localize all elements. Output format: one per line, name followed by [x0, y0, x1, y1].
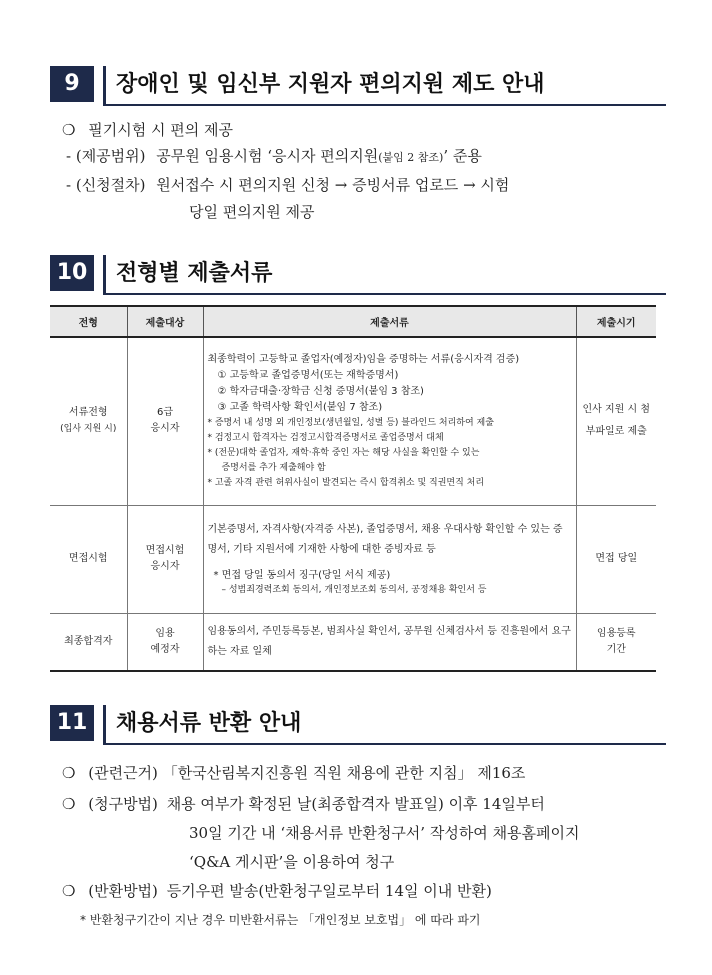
s11-method-cont1 [189, 822, 580, 844]
stage-cell [50, 613, 127, 671]
s11-method-text: 채용 여부가 확정된 날(최종합격자 발표일) 이후 14일부터 [166, 795, 545, 813]
s9-sub1-label: - (제공범위) [66, 147, 146, 165]
doc-line: ② 학자금대출·장학금 신청 증명서(붙임 3 참조) [217, 385, 424, 397]
s9-sub1-text-b: ’ 준용 [443, 147, 482, 165]
section-divider [103, 255, 106, 295]
timing-line-a: 임용등록 [596, 627, 636, 639]
s9-item [62, 119, 233, 141]
doc-note: * 검정고시 합격자는 검정고시합격증명서로 졸업증명서 대체 [207, 432, 444, 443]
s11-footnote-text: * 반환청구기간이 지난 경우 미반환서류는 「개인정보 보호법」 에 따라 파기 [80, 913, 481, 927]
section-underline [103, 104, 666, 106]
section-title: 채용서류 반환 안내 [116, 711, 302, 736]
timing-text: 면접 당일 [595, 553, 638, 564]
timing-cell [576, 505, 656, 613]
s11-item-return [62, 880, 492, 902]
table-row [50, 505, 656, 613]
col-header-target: 제출대상 [127, 306, 203, 337]
target-line-b: 예정자 [150, 643, 180, 655]
s11-method-cont2 [189, 851, 394, 873]
timing-text: 인사 지원 시 첨부파일로 제출 [582, 404, 650, 438]
section-10-header [50, 255, 666, 295]
s11-method-cont1-text: 30일 기간 내 ‘채용서류 반환청구서’ 작성하여 채용홈페이지 [189, 824, 580, 842]
circle-bullet-icon: ❍ [62, 764, 76, 782]
doc-text: 임용동의서, 주민등록등본, 범죄사실 확인서, 공무원 신체검사서 등 진흥원에서 요구하는 자료 일체 [207, 625, 571, 657]
doc-note: * 고졸 자격 관련 허위사실이 발견되는 즉시 합격취소 및 직권면직 처리 [207, 477, 485, 488]
s9-sub2-text: 원서접수 시 편의지원 신청 → 증빙서류 업로드 → 시험 [156, 176, 510, 194]
stage-name: 서류전형 [68, 407, 108, 419]
section-number: 9 [50, 66, 94, 102]
target-line-b: 응시자 [150, 423, 180, 435]
target-line-b: 응시자 [150, 561, 180, 572]
circle-bullet-icon: ❍ [62, 795, 76, 813]
s9-sub1-text-a: 공무원 임용시험 ‘응시자 편의지원 [156, 147, 379, 165]
doc-note: * 증명서 내 성명 외 개인정보(생년월일, 성별 등) 블라인드 처리하여 제출 [207, 417, 494, 428]
stage-note: (입사 지원 시) [60, 424, 117, 435]
doc-note: * 면접 당일 동의서 징구(당일 서식 제공) [213, 570, 391, 581]
target-cell [127, 613, 203, 671]
doc-line: 최종학력이 고등학교 졸업자(예정자)임을 증명하는 서류(응시자격 검증) [207, 353, 520, 365]
section-underline [103, 743, 666, 745]
target-cell [127, 505, 203, 613]
doc-text: 기본증명서, 자격사항(자격증 사본), 졸업증명서, 채용 우대사항 확인할 수 있는 증명서, 기타 지원서에 기재한 사항에 대한 증빙자료 등 [207, 524, 563, 555]
documents-table [50, 305, 656, 672]
section-title: 전형별 제출서류 [116, 261, 273, 286]
section-number: 11 [50, 705, 94, 741]
s9-sub1-note: (붙임 2 참조) [378, 151, 444, 164]
section-divider [103, 705, 106, 745]
s11-item-basis [62, 762, 525, 784]
stage-name: 면접시험 [68, 553, 108, 564]
section-title: 장애인 및 임신부 지원자 편의지원 제도 안내 [116, 72, 545, 97]
col-header-timing: 제출시기 [576, 306, 656, 337]
stage-name: 최종합격자 [64, 635, 113, 647]
section-9-header [50, 66, 666, 106]
target-line-a: 임용 [155, 627, 175, 639]
target-line-a: 면접시험 [145, 545, 185, 556]
s11-item-method [62, 793, 545, 815]
circle-bullet-icon: ❍ [62, 882, 76, 900]
s11-return-label: (반환방법) [88, 882, 158, 900]
stage-cell [50, 505, 127, 613]
documents-cell [203, 613, 576, 671]
doc-line: ③ 고졸 학력사항 확인서(붙임 7 참조) [217, 401, 383, 413]
s11-basis-text: 「한국산림복지진흥원 직원 채용에 관한 지침」 제16조 [162, 764, 526, 782]
table-row [50, 613, 656, 671]
s11-footnote [80, 909, 481, 931]
s11-method-cont2-text: ‘Q&A 게시판’을 이용하여 청구 [189, 853, 395, 871]
timing-line-b: 기간 [606, 643, 626, 655]
s11-method-label: (청구방법) [88, 795, 158, 813]
s11-basis-label: (관련근거) [88, 764, 158, 782]
col-header-documents: 제출서류 [203, 306, 576, 337]
timing-cell [576, 337, 656, 505]
target-line-a: 6급 [156, 407, 174, 419]
s9-sub1 [66, 145, 482, 169]
section-divider [103, 66, 106, 106]
section-11-header [50, 705, 666, 745]
documents-cell [203, 337, 576, 505]
s9-item-text: 필기시험 시 편의 제공 [88, 121, 233, 139]
target-cell [127, 337, 203, 505]
stage-cell [50, 337, 127, 505]
timing-cell [576, 613, 656, 671]
s11-return-text: 등기우편 발송(반환청구일로부터 14일 이내 반환) [166, 882, 492, 900]
section-number: 10 [50, 255, 94, 291]
documents-cell [203, 505, 576, 613]
s9-sub2-label: - (신청절차) [66, 176, 146, 194]
table-header-row [50, 306, 656, 337]
doc-note: * (전문)대학 졸업자, 재학·휴학 중인 자는 해당 사실을 확인할 수 있는 [207, 447, 480, 458]
table-row [50, 337, 656, 505]
circle-bullet-icon: ❍ [62, 121, 76, 139]
doc-note: 증명서를 추가 제출해야 함 [221, 462, 326, 473]
section-underline [103, 293, 666, 295]
col-header-stage: 전형 [50, 306, 127, 337]
s9-sub2-cont-text: 당일 편의지원 제공 [189, 203, 315, 221]
doc-line: ① 고등학교 졸업증명서(또는 재학증명서) [217, 369, 399, 381]
s9-sub2-cont [189, 201, 314, 223]
s9-sub2 [66, 174, 509, 196]
doc-subnote: – 성범죄경력조회 동의서, 개인정보조회 동의서, 공정채용 확인서 등 [221, 585, 487, 595]
